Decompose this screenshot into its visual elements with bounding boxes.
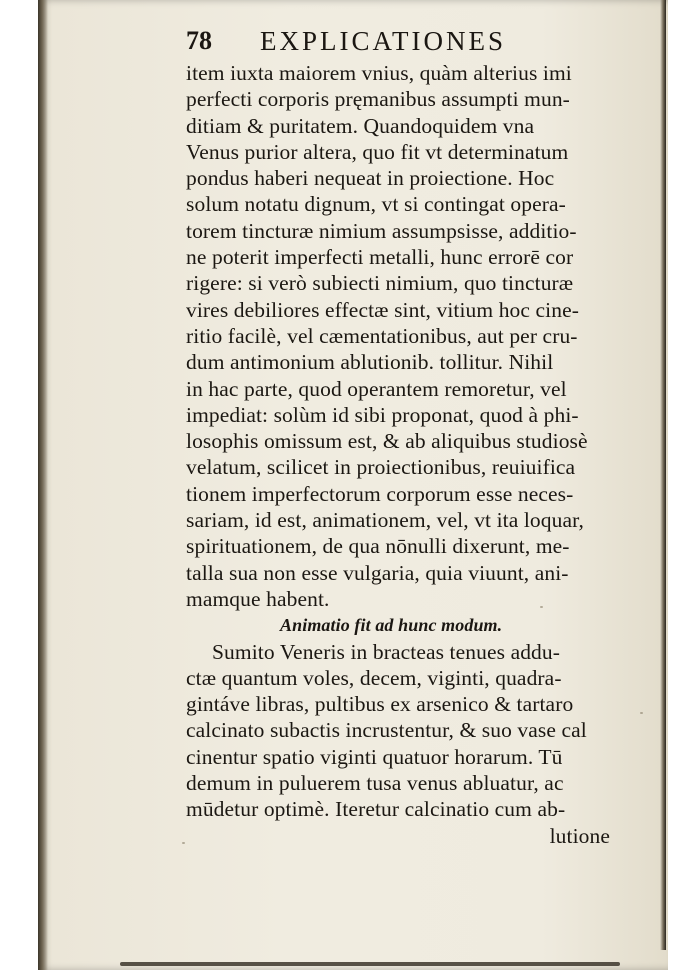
running-header: [186, 22, 626, 60]
page-gutter-shadow: [38, 0, 48, 970]
text-line: Sumito Veneris in bracteas tenues addu-: [212, 639, 561, 664]
text-line: spirituationem, de qua nōnulli dixerunt, me-: [186, 534, 570, 559]
text-line: ne poterit imperfecti metalli, hunc errorē cor: [186, 245, 574, 270]
ink-speck: [640, 712, 643, 714]
text-line: mūdetur optimè. Iteretur calcinatio cum ab-: [186, 797, 566, 822]
text-line: ditiam & puritatem. Quandoquidem vna: [186, 113, 535, 138]
text-line: cinentur spatio viginti quatuor horarum. Tū: [186, 744, 563, 769]
text-line: velatum, scilicet in proiectionibus, reuiuifica: [186, 455, 576, 480]
text-line: calcinato subactis incrustentur, & suo vase cal: [186, 718, 587, 743]
text-line: sariam, id est, animationem, vel, vt ita loquar,: [186, 508, 585, 533]
text-line: pondus haberi nequeat in proiectione. Hoc: [186, 166, 555, 191]
text-line: perfecti corporis pręmanibus assumpti mun-: [186, 87, 570, 112]
text-line: ctæ quantum voles, decem, viginti, quadra-: [186, 665, 562, 690]
text-line: losophis omissum est, & ab aliquibus studiosè: [186, 429, 588, 454]
page-number: 78: [186, 26, 212, 55]
text-line: impediat: solùm id sibi proponat, quod à phi-: [186, 402, 579, 427]
text-line: in hac parte, quod operantem remoretur, vel: [186, 376, 567, 401]
text-line: mamque habent.: [186, 586, 330, 611]
text-line: item iuxta maiorem vnius, quàm alterius imi: [186, 61, 572, 85]
catchword: lutione: [549, 823, 610, 848]
text-line: dum antimonium ablutionib. tollitur. Nihil: [186, 350, 554, 375]
text-line: tionem imperfectorum corporum esse neces-: [186, 481, 574, 506]
text-line: vires debiliores effectæ sint, vitium hoc cine-: [186, 297, 579, 322]
section-subheading: Animatio fit ad hunc modum.: [280, 615, 503, 636]
ink-speck: [182, 842, 185, 844]
text-line: ritio facilè, vel cæmentationibus, aut per cru-: [186, 323, 578, 348]
text-line: torem tincturæ nimium assumpsisse, additio-: [186, 218, 577, 243]
text-line: gintáve libras, pultibus ex arsenico & tartaro: [186, 692, 574, 717]
text-line: rigere: si verò subiecti nimium, quo tincturæ: [186, 271, 574, 296]
page-right-edge: [660, 0, 666, 950]
text-line: solum notatu dignum, vt si contingat opera-: [186, 192, 566, 217]
page-bottom-edge: [120, 962, 620, 966]
text-line: talla sua non esse vulgaria, quia viuunt, ani-: [186, 560, 569, 585]
page-text: [186, 22, 626, 849]
running-title: EXPLICATIONES: [260, 26, 506, 56]
text-line: demum in puluerem tusa venus abluatur, ac: [186, 771, 564, 796]
text-line: Venus purior altera, quo fit vt determinatum: [186, 139, 569, 164]
